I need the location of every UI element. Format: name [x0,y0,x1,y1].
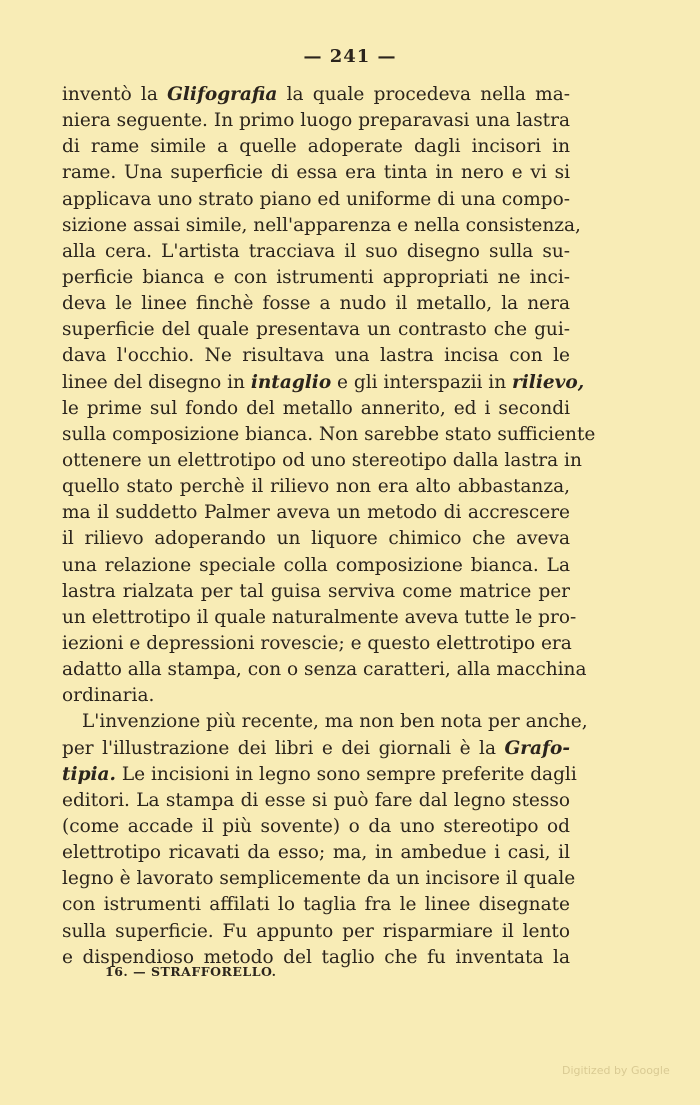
text-line [62,631,570,657]
line-text: una relazione speciale colla composizione bianca. La [62,554,570,576]
line-text: legno è lavorato semplicemente da un incisore il quale [62,868,576,890]
text-line [62,160,570,186]
text-line [62,683,570,709]
text-line [62,422,596,448]
line-text: Le incisioni in legno sono sempre preferite dagli [115,763,577,785]
text-line [62,396,570,422]
line-text: elettrotipo ricavati da esso; ma, in ambedue i casi, il [62,842,570,864]
body-text [62,82,596,971]
text-line [62,474,570,500]
text-line [62,736,570,762]
text-line [62,291,570,317]
line-text: L'invenzione più recente, ma non ben nota per anche, [82,711,588,733]
text-line [62,500,570,526]
text-line [62,370,585,396]
text-line [62,762,577,788]
emphasized-term: rilievo, [512,371,585,393]
line-text: linee del disegno in [62,371,251,393]
text-line [62,526,570,552]
line-text: quello stato perchè il rilievo non era alto abbastanza, [62,476,570,498]
text-line [62,919,570,945]
text-line [62,657,587,683]
text-line [62,605,577,631]
line-text: un elettrotipo il quale naturalmente aveva tutte le pro- [62,606,577,628]
line-text: superficie del quale presentava un contrasto che gui- [62,319,570,341]
text-line [62,108,570,134]
line-text: con istrumenti affilati lo taglia fra le linee disegnate [62,894,570,916]
text-line [62,265,570,291]
digitization-watermark: Digitized by Google [562,1064,670,1077]
text-line [62,82,570,108]
line-text: per l'illustrazione dei libri e dei giornali è la [62,737,505,759]
line-text: editori. La stampa di esse si può fare dal legno stesso [62,789,570,811]
line-text: di rame simile a quelle adoperate dagli incisori in [62,136,570,158]
line-text: il rilievo adoperando un liquore chimico che aveva [62,528,570,550]
line-text: sulla superficie. Fu appunto per risparmiare il lento [62,920,570,942]
text-line [62,553,570,579]
line-text: rame. Una superficie di essa era tinta in nero e vi si [62,162,570,184]
line-text: ottenere un elettrotipo od uno stereotipo dalla lastra in [62,449,582,471]
text-line [62,134,570,160]
line-text: la quale procedeva nella ma- [277,84,570,105]
text-line [62,579,570,605]
line-text: e dispendioso metodo del taglio che fu inventata la [62,946,570,968]
line-text: sulla composizione bianca. Non sarebbe stato sufficiente [62,423,596,445]
line-text: alla cera. L'artista tracciava il suo disegno sulla su- [62,240,570,262]
text-line [62,343,570,369]
text-line [62,709,588,735]
line-text: applicava uno strato piano ed uniforme di una compo- [62,188,570,210]
line-text: iezioni e depressioni rovescie; e questo elettrotipo era [62,632,572,654]
text-line [62,892,570,918]
emphasized-term: Glifografia [167,84,278,105]
line-text: adatto alla stampa, con o senza caratteri, alla macchina [62,659,587,681]
line-text: le prime sul fondo del metallo annerito, ed i secondi [62,397,570,419]
text-line [62,840,570,866]
text-line [62,317,570,343]
printer-signature: 16. — STRAFFORELLO. [105,964,277,979]
emphasized-term: Grafo- [504,737,570,759]
line-text: ordinaria. [62,685,155,707]
line-text: lastra rialzata per tal guisa serviva come matrice per [62,580,570,602]
line-text: ma il suddetto Palmer aveva un metodo di accrescere [62,502,570,524]
line-text: sizione assai simile, nell'apparenza e nella consistenza, [62,214,581,236]
line-text: dava l'occhio. Ne risultava una lastra incisa con le [62,345,570,367]
page-number: — 241 — [303,46,397,67]
text-line [62,213,581,239]
line-text: e gli interspazii in [331,371,513,393]
line-text: deva le linee finchè fosse a nudo il metallo, la nera [62,293,570,315]
text-line [62,187,570,213]
text-line [62,788,570,814]
text-line [62,866,576,892]
line-text: inventò la [62,84,168,105]
line-text: (come accade il più sovente) o da uno stereotipo od [62,815,570,837]
emphasized-term: intaglio [250,371,332,393]
text-line [62,814,570,840]
line-text: perficie bianca e con istrumenti appropriati ne inci- [62,266,570,288]
line-text: niera seguente. In primo luogo preparavasi una lastra [62,110,570,132]
text-line [62,448,582,474]
text-line [62,239,570,265]
emphasized-term: tipia. [62,763,116,785]
